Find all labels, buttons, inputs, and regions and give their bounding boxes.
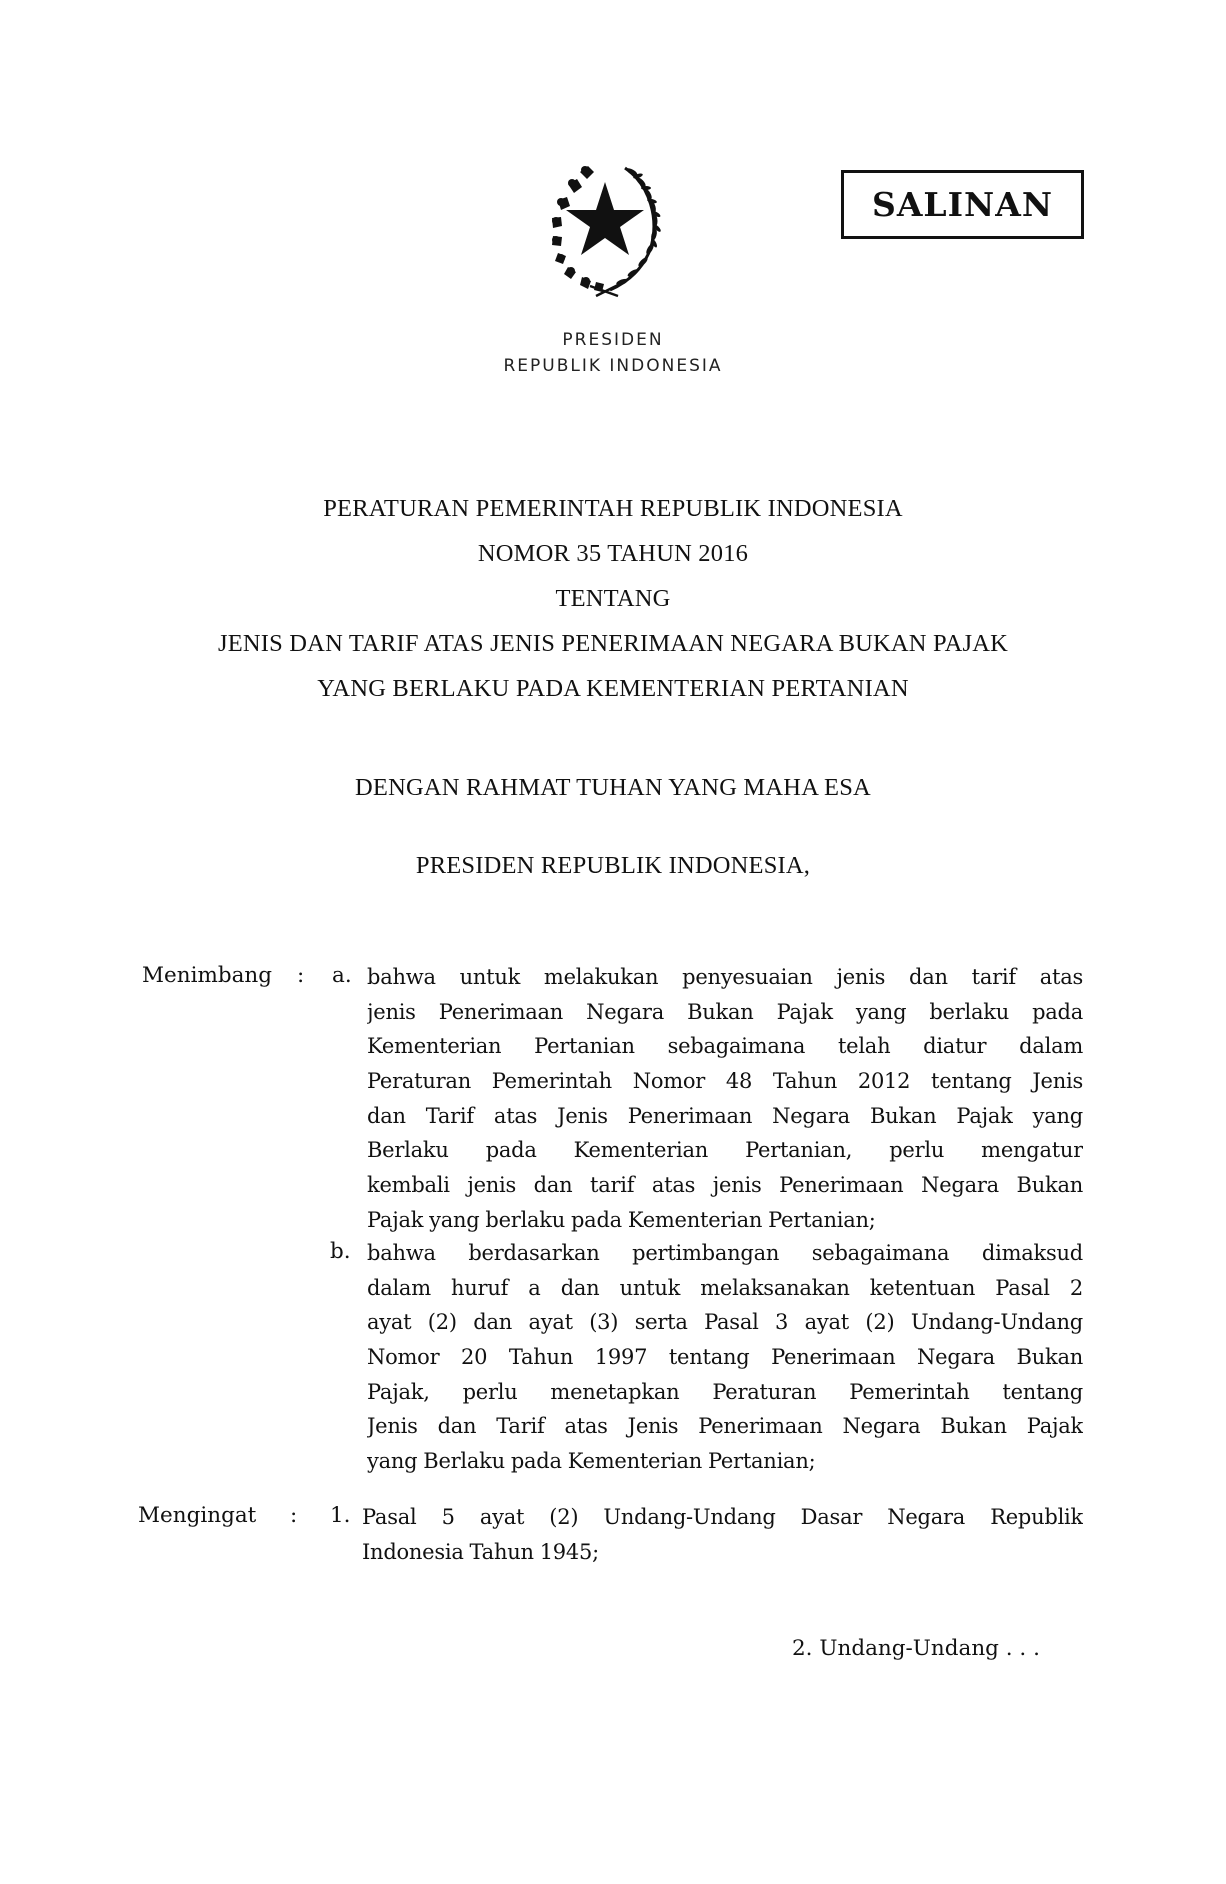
invocation: DENGAN RAHMAT TUHAN YANG MAHA ESA	[355, 774, 871, 801]
mengingat-label: Mengingat	[138, 1503, 257, 1528]
mengingat-item-1-text	[362, 1500, 1083, 1569]
regulation-subject-line2: YANG BERLAKU PADA KEMENTERIAN PERTANIAN	[317, 675, 909, 702]
text-line: yang Berlaku pada Kementerian Pertanian;	[367, 1449, 816, 1474]
salinan-stamp-text: SALINAN	[871, 185, 1053, 224]
text-line: bahwa berdasarkan pertimbangan sebagaimana dimaksud	[367, 1241, 1083, 1265]
text-line: Pajak yang berlaku pada Kementerian Pertanian;	[367, 1207, 876, 1232]
text-line: bahwa untuk melakukan penyesuaian jenis dan tarif atas	[367, 965, 1083, 989]
text-line: Kementerian Pertanian sebagaimana telah diatur dalam	[367, 1034, 1083, 1059]
page-continuation: 2. Undang-Undang . . .	[792, 1636, 1040, 1661]
text-line: Nomor 20 Tahun 1997 tentang Penerimaan Negara Bukan	[367, 1345, 1083, 1370]
office-label-presiden: PRESIDEN	[562, 330, 664, 350]
text-line: Peraturan Pemerintah Nomor 48 Tahun 2012 tentang Jenis	[367, 1069, 1083, 1094]
menimbang-item-b-text	[367, 1236, 1083, 1479]
mengingat-item-1-marker: 1.	[330, 1503, 351, 1528]
regulation-number: NOMOR 35 TAHUN 2016	[477, 540, 749, 567]
presidential-emblem-icon	[540, 150, 670, 300]
regulation-subject-line1: JENIS DAN TARIF ATAS JENIS PENERIMAAN NEGARA BUKAN PAJAK	[217, 630, 1008, 657]
text-line: Berlaku pada Kementerian Pertanian, perlu mengatur	[367, 1138, 1083, 1163]
menimbang-item-b-marker: b.	[330, 1239, 351, 1264]
regulation-type: PERATURAN PEMERINTAH REPUBLIK INDONESIA	[323, 495, 903, 522]
office-label-republik: REPUBLIK INDONESIA	[503, 356, 723, 376]
text-line: ayat (2) dan ayat (3) serta Pasal 3 ayat (2) Undang-Undang	[367, 1310, 1083, 1335]
regulation-about-label: TENTANG	[555, 585, 671, 612]
menimbang-colon: :	[297, 963, 305, 988]
text-line: dalam huruf a dan untuk melaksanakan ketentuan Pasal 2	[367, 1275, 1083, 1300]
menimbang-item-a-text	[367, 960, 1083, 1238]
text-line: Pasal 5 ayat (2) Undang-Undang Dasar Negara Republik	[362, 1505, 1083, 1529]
menimbang-label: Menimbang	[142, 963, 273, 988]
text-line: jenis Penerimaan Negara Bukan Pajak yang berlaku pada	[367, 999, 1083, 1024]
enacting-authority: PRESIDEN REPUBLIK INDONESIA,	[415, 852, 811, 879]
menimbang-item-a-marker: a.	[332, 963, 352, 988]
text-line: kembali jenis dan tarif atas jenis Penerimaan Negara Bukan	[367, 1173, 1083, 1198]
text-line: dan Tarif atas Jenis Penerimaan Negara Bukan Pajak yang	[367, 1103, 1083, 1128]
text-line: Jenis dan Tarif atas Jenis Penerimaan Negara Bukan Pajak	[367, 1414, 1083, 1439]
text-line: Pajak, perlu menetapkan Peraturan Pemerintah tentang	[367, 1379, 1083, 1404]
mengingat-colon: :	[290, 1503, 298, 1528]
text-line: Indonesia Tahun 1945;	[362, 1539, 599, 1564]
salinan-stamp	[841, 170, 1084, 239]
